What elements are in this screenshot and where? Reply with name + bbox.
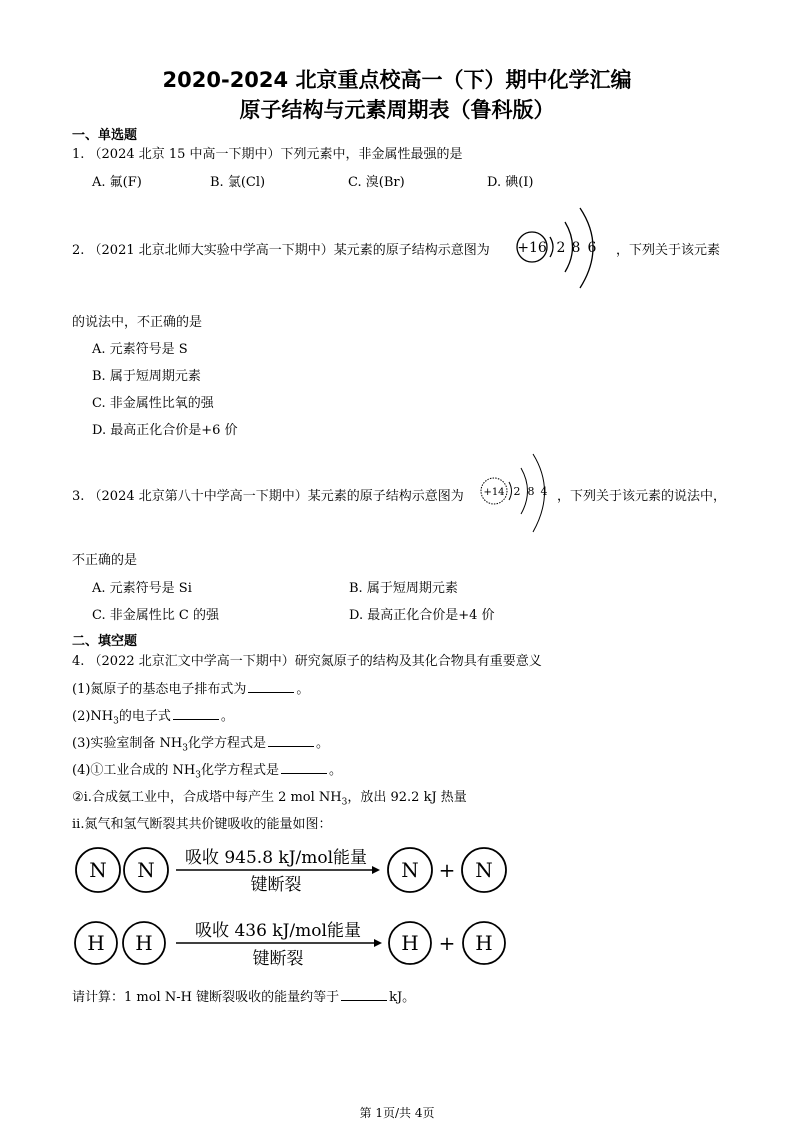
n2-bond-breaking-figure [72, 840, 522, 902]
h2-plus-sign: + [438, 931, 456, 955]
question-1-option-b[interactable]: B. 氯(Cl) [210, 175, 266, 190]
question-2-option-d[interactable]: D. 最高正化合价是+6 价 [92, 423, 238, 438]
n2-arrow-head [372, 866, 380, 874]
question-4-part-1 [72, 678, 309, 697]
n2-plus-sign: + [438, 858, 456, 882]
section-heading-fill-in: 二、填空题 [72, 634, 138, 649]
question-4-part-6: ii.氮气和氢气断裂其共价键吸收的能量如图： [72, 817, 332, 832]
q3-shell-arc-1 [509, 482, 512, 500]
q4-part4-text: (4)①工业合成的 NH [72, 763, 196, 778]
question-4-calculation [72, 986, 415, 1005]
q2-shell-electrons-1: 2 [556, 240, 566, 256]
question-4-part-3 [72, 732, 329, 754]
q4-part4-end: 。 [329, 763, 343, 778]
question-2-atom-diagram [510, 200, 614, 296]
question-3-stem-after: ，下列关于该元素的说法中， [557, 489, 727, 504]
q4-part2-text-b: 的电子式 [118, 709, 171, 724]
h-atom-product-label-1: H [401, 931, 419, 955]
q3-shell-electrons-2: 8 [527, 485, 535, 498]
question-4-stem: 4. （2022 北京汇文中学高一下期中）研究氮原子的结构及其化合物具有重要意义 [72, 654, 542, 669]
q4-part2-answer-blank[interactable] [173, 707, 219, 720]
q4-part3-end: 。 [316, 736, 330, 751]
q2-shell-electrons-3: 6 [587, 240, 597, 256]
q4-part1-answer-blank[interactable] [248, 680, 294, 693]
q4-part2-end: 。 [220, 709, 234, 724]
h2-bond-breaking-figure [72, 912, 522, 974]
q4-part4-text-b: 化学方程式是 [201, 763, 280, 778]
h2-energy-label: 吸收 436 kJ/mol能量 [195, 921, 361, 941]
question-1-stem: 1. （2024 北京 15 中高一下期中）下列元素中，非金属性最强的是 [72, 147, 463, 162]
q3-nucleus-charge: +14 [483, 487, 505, 498]
question-2-stem-continued: 的说法中，不正确的是 [72, 315, 203, 330]
question-4-part-4 [72, 759, 342, 781]
n2-atom-label-1: N [89, 858, 107, 882]
h2-atom-label-1: H [87, 931, 105, 955]
question-2-stem: 2. （2021 北京北师大实验中学高一下期中）某元素的原子结构示意图为 [72, 243, 490, 258]
question-4-part-5 [72, 786, 467, 808]
question-2-option-a[interactable]: A. 元素符号是 S [92, 342, 188, 357]
q4-part3-text-b: 化学方程式是 [188, 736, 267, 751]
question-2-stem-after: ，下列关于该元素 [616, 243, 721, 258]
n-atom-product-label-2: N [475, 858, 493, 882]
q4-part3-subscript: 3 [182, 743, 188, 754]
h-atom-product-label-2: H [475, 931, 493, 955]
q3-shell-electrons-1: 2 [513, 485, 521, 498]
n2-bond-break-label: 键断裂 [250, 875, 302, 895]
q4-calc-unit: kJ。 [389, 990, 416, 1005]
question-1-option-c[interactable]: C. 溴(Br) [348, 175, 405, 190]
n-atom-product-label-1: N [401, 858, 419, 882]
page-footer-number: 第 1页/共 4页 [359, 1106, 435, 1120]
q4-part2-subscript: 3 [113, 716, 119, 727]
q3-shell-electrons-3: 4 [540, 485, 548, 498]
q4-calc-answer-blank[interactable] [341, 988, 387, 1001]
question-3-option-d[interactable]: D. 最高正化合价是+4 价 [349, 608, 495, 623]
q4-part5-subscript: 3 [341, 797, 348, 808]
q2-shell-arc-1 [550, 237, 553, 257]
page-title-line1: 2020-2024 北京重点校高一（下）期中化学汇编 [162, 68, 632, 92]
q2-shell-electrons-2: 8 [571, 240, 581, 256]
question-1-option-a[interactable]: A. 氟(F) [92, 175, 142, 190]
q4-part5-text-b: ，放出 92.2 kJ 热量 [347, 790, 467, 805]
q4-part1-end: 。 [296, 682, 310, 697]
question-3-stem-continued: 不正确的是 [72, 553, 138, 568]
q4-part4-subscript: 3 [195, 770, 201, 781]
h2-atom-label-2: H [135, 931, 153, 955]
q4-part3-text: (3)实验室制备 NH [72, 736, 183, 751]
n2-energy-label: 吸收 945.8 kJ/mol能量 [184, 848, 368, 868]
n2-atom-label-2: N [137, 858, 155, 882]
q2-nucleus-charge: +16 [517, 240, 547, 256]
q4-part3-answer-blank[interactable] [268, 734, 314, 747]
question-3-option-c[interactable]: C. 非金属性比 C 的强 [92, 608, 219, 623]
q4-part4-answer-blank[interactable] [281, 761, 327, 774]
question-2-option-b[interactable]: B. 属于短周期元素 [92, 369, 201, 384]
question-3-stem: 3. （2024 北京第八十中学高一下期中）某元素的原子结构示意图为 [72, 489, 464, 504]
q4-part1-text: (1)氮原子的基态电子排布式为 [72, 682, 247, 697]
h2-arrow-head [374, 939, 382, 947]
question-3-atom-diagram [476, 448, 560, 538]
question-3-option-b[interactable]: B. 属于短周期元素 [349, 581, 458, 596]
question-3-option-a[interactable]: A. 元素符号是 Si [92, 581, 192, 596]
h2-bond-break-label: 键断裂 [252, 949, 304, 969]
question-1-option-d[interactable]: D. 碘(I) [487, 175, 534, 190]
question-2-option-c[interactable]: C. 非金属性比氧的强 [92, 396, 214, 411]
q4-part5-text: ②i.合成氨工业中，合成塔中每产生 2 mol NH [72, 790, 342, 805]
page-title-line2: 原子结构与元素周期表（鲁科版） [239, 98, 555, 122]
q4-calc-text: 请计算：1 mol N-H 键断裂吸收的能量约等于 [72, 990, 340, 1005]
q4-part2-text: (2)NH [72, 709, 114, 724]
question-4-part-2 [72, 705, 234, 727]
section-heading-single-choice: 一、单选题 [72, 128, 138, 143]
